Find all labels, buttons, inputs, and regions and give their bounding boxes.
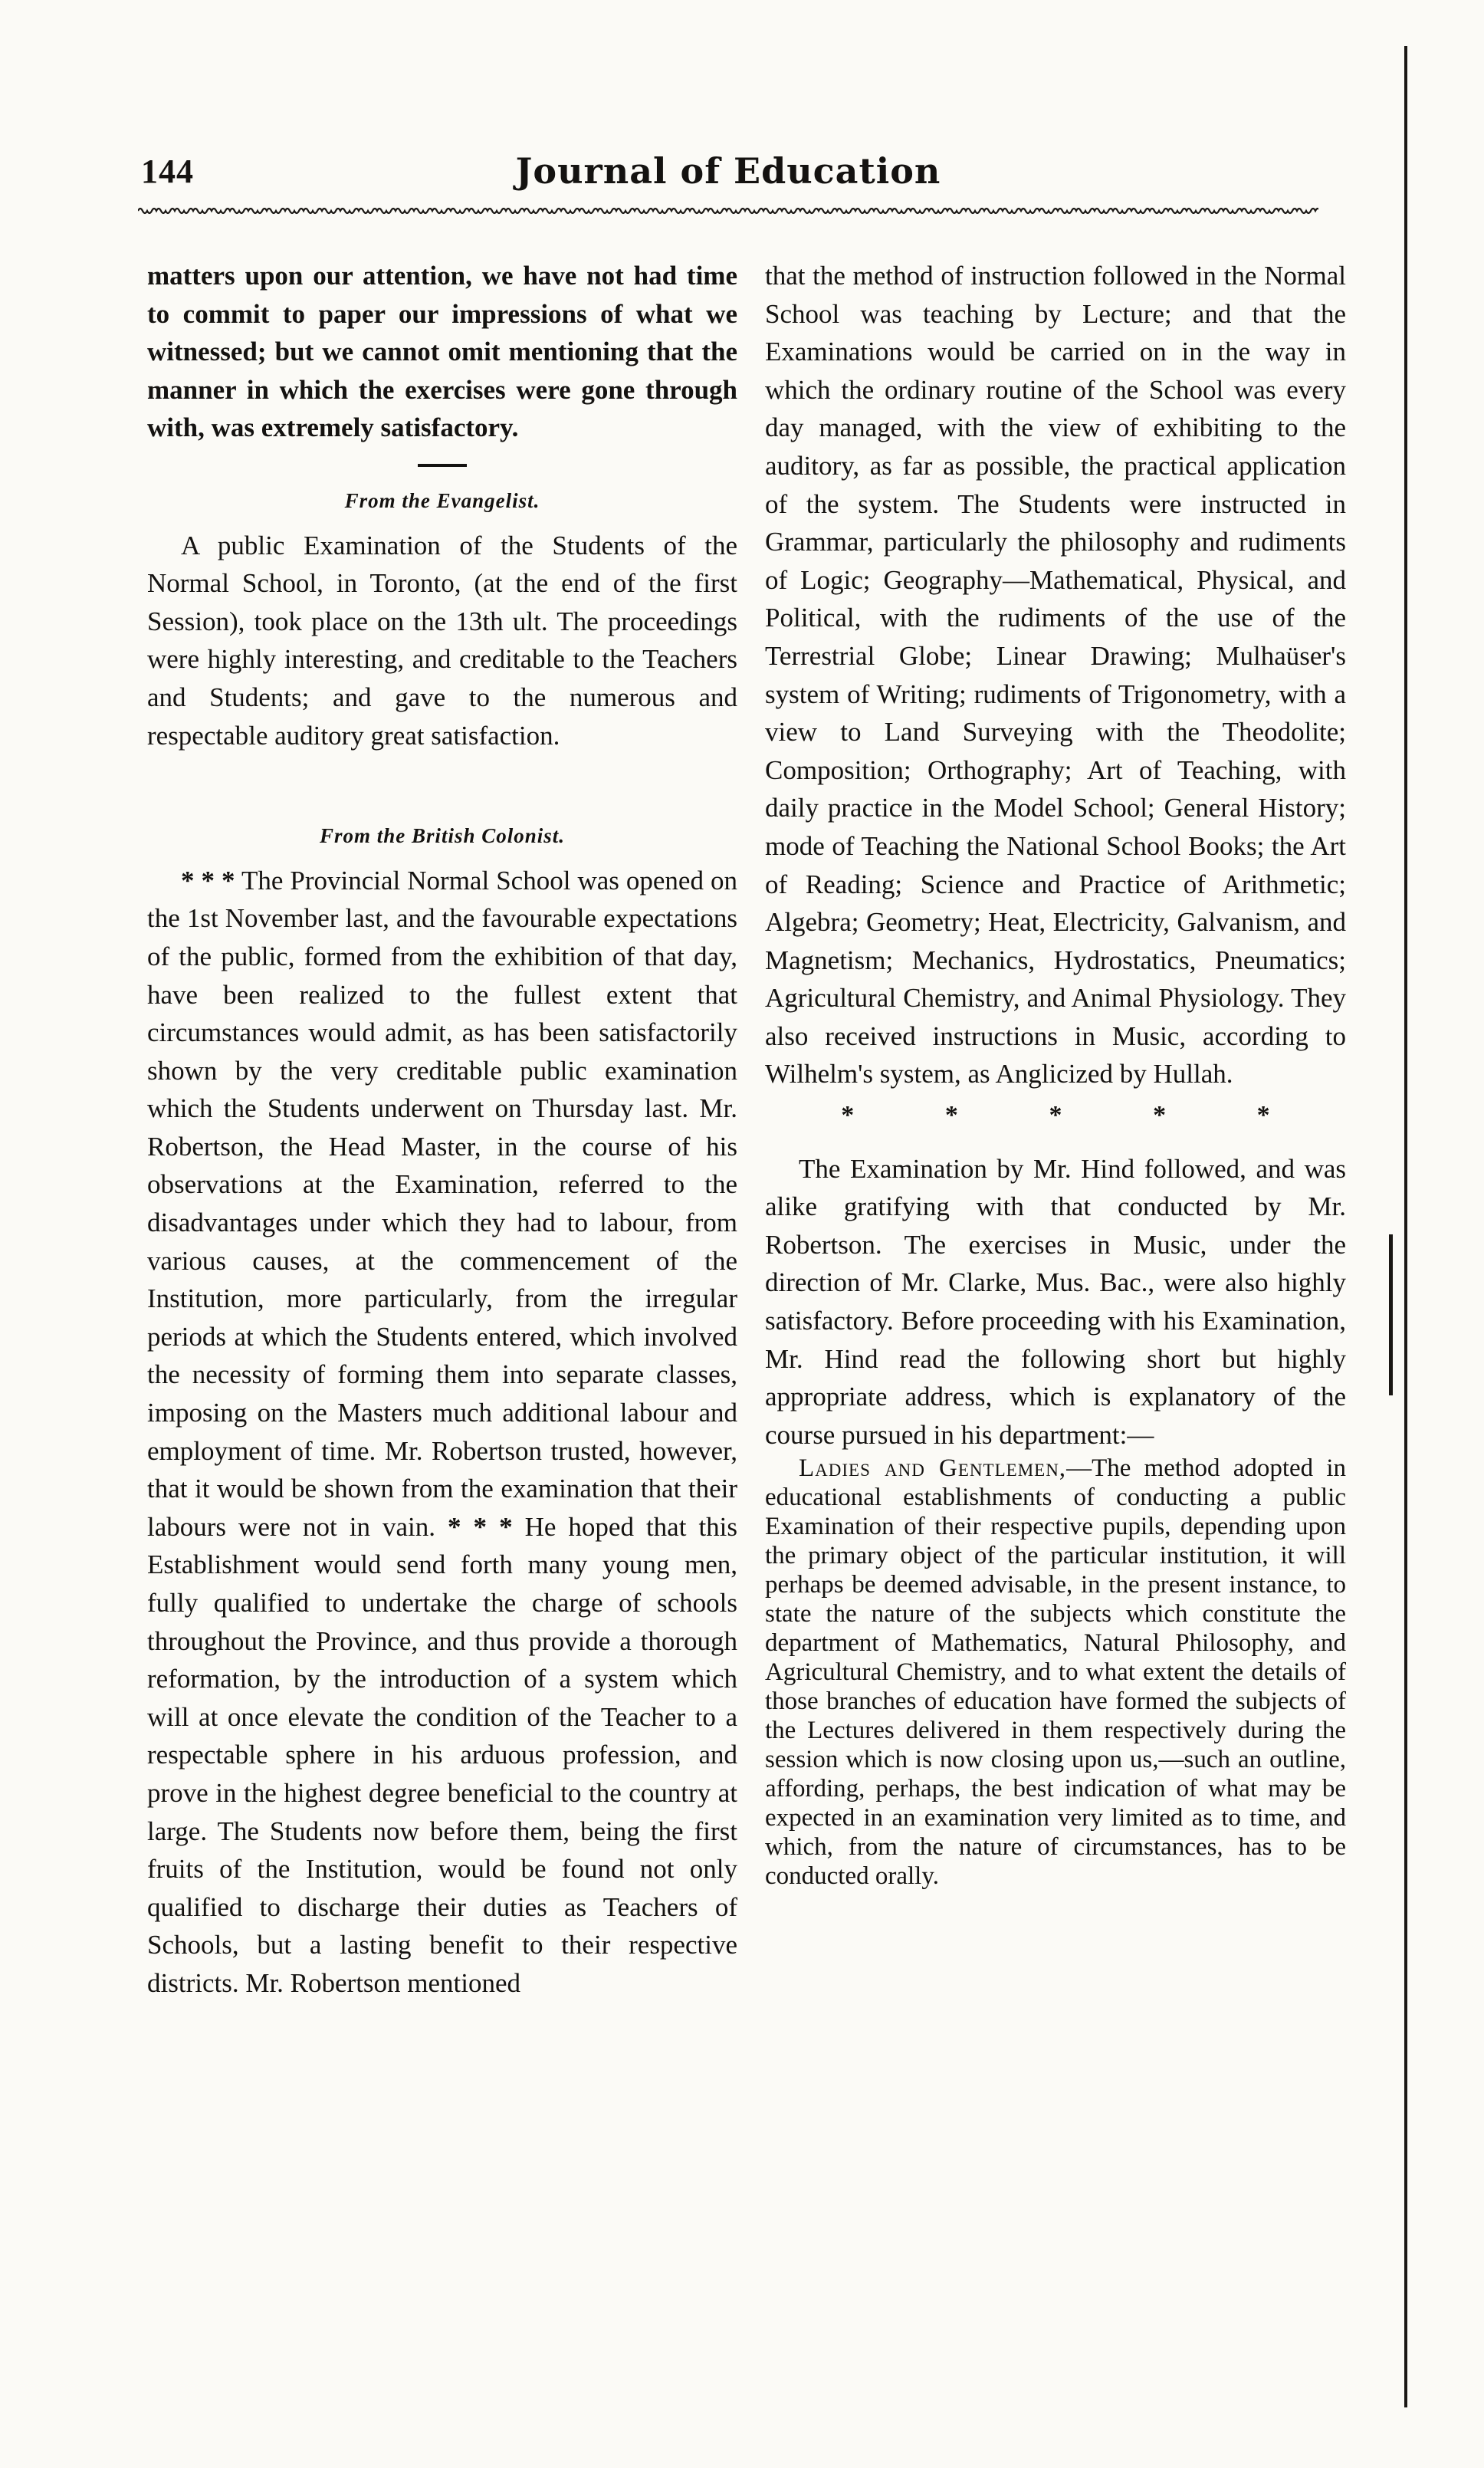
address-text: —The method adopted in educational establishments of conducting a public Examination of their respective pupils, depending upon the primary object of the particular institution, it will perhaps be deemed advisable, in the present instance, to state the nature of the subjects which constitute the department of Mathematics, Natural Philosophy, and Agricultural Chemistry, and to what extent the details of those branches of education have formed the subjects of the Lectures delivered in them respectively during the session which is now closing upon us,—such an outline, affording, perhaps, the best indication of what may be expected in an examination very limited as to time, and which, from the nature of circumstances, has to be conducted orally. (765, 1454, 1346, 1891)
header-wavy-rule (138, 204, 1318, 218)
star-mark: * (1256, 1101, 1270, 1130)
star-mark: * (944, 1101, 958, 1130)
star-mark: * (1049, 1101, 1062, 1130)
evangelist-paragraph: A public Examination of the Students of the Normal School, in Toronto, (at the end of the first Session), took place on the 13th ult. The proceedings were highly interesting, and creditable to the Teachers and Students; and gave to the numerous and respectable auditory great satisfaction. (147, 530, 737, 751)
binding-edge-line (1404, 46, 1407, 2407)
colonist-text: The Provincial Normal School was opened on the 1st November last, and the favourable expectations of the public, formed from the exhibition of that day, have been realized to the fullest extent that circumstances would admit, as has been satisfactorily shown by the very creditable public examination which the Students underwent on Thursday last. Mr. Robertson, the Head Master, in the course of his observations at the Examination, referred to the disadvantages under which they had to labour, from various causes, at the commencement of the Institution, more particularly, from the irregular periods at which the Students entered, which involved the necessity of forming them into separate classes, imposing on the Masters much additional labour and employment of time. Mr. Robertson trusted, however, that it would be shown from the examination that their labours were not in vain. (147, 865, 737, 1542)
running-title: Journal of Education (515, 150, 941, 192)
section-gap (147, 754, 737, 791)
hind-paragraph: The Examination by Mr. Hind followed, and was alike gratifying with that conducted by Mr. Robertson. The exercises in Music, under the direction of Mr. Clarke, Mus. Bac., were also highly satisfactory. Before proceeding with his Examination, Mr. Hind read the following short but highly appropriate address, which is explanatory of the course pursued in his department:— (765, 1153, 1346, 1450)
right-column (765, 257, 1346, 1891)
page-header (138, 152, 1318, 201)
margin-bracket-mark (1389, 1234, 1393, 1395)
address-paragraph (765, 1454, 1346, 1891)
left-paragraph-continued: matters upon our attention, we have not had time to commit to paper our impressions of what we witnessed; but we cannot omit mentioning that the manner in which the exercises were gone through with, was extremely satisfactory. (147, 261, 737, 443)
star-mark: * (841, 1101, 855, 1130)
ellipsis-stars: * * * (448, 1511, 513, 1542)
section-stars (765, 1093, 1346, 1150)
colonist-paragraph (147, 862, 737, 2003)
source-heading-british-colonist: From the British Colonist. (319, 824, 566, 848)
ellipsis-stars: * * * (181, 865, 235, 896)
star-mark: * (1153, 1101, 1167, 1130)
source-heading-evangelist: From the Evangelist. (344, 488, 540, 512)
section-divider (418, 464, 467, 467)
colonist-text-continued: He hoped that this Establishment would send forth many young men, fully qualified to undertake the charge of schools throughout the Province, and thus provide a thorough reformation, by the introduction of a system which will at once elevate the condition of the Teacher to a respectable sphere in his arduous profession, and prove in the highest degree beneficial to the country at large. The Students now before them, being the first fruits of the Institution, would be found not only qualified to discharge their duties as Teachers of Schools, but a lasting benefit to their respective districts. Mr. Robertson mentioned (147, 1511, 738, 1998)
page-number: 144 (141, 153, 194, 190)
left-column (147, 257, 737, 2003)
address-salutation: Ladies and Gentlemen, (799, 1454, 1067, 1483)
robertson-paragraph: that the method of instruction followed in the Normal School was teaching by Lecture; and that the Examinations would be carried on in the way in which the ordinary routine of the School was every day managed, with the view of exhibiting to the auditory, as far as possible, the practical application of the system. The Students were instructed in Grammar, particularly the philosophy and rudiments of Logic; Geography—Mathematical, Physical, and Political, with the rudiments of the use of the Terrestrial Globe; Linear Drawing; Mulhaüser's system of Writing; rudiments of Trigonometry, with a view to Land Surveying with the Theodolite; Composition; Orthography; Art of Teaching, with daily practice in the Model School; General History; mode of Teaching the National School Books; the Art of Reading; Science and Practice of Arithmetic; Algebra; Geometry; Heat, Electricity, Galvanism, and Magnetism; Mechanics, Hydrostatics, Pneumatics; Agricultural Chemistry, and Animal Physiology. They also received instructions in Music, according to Wilhelm's system, as Anglicized by Hullah. (765, 261, 1346, 1089)
